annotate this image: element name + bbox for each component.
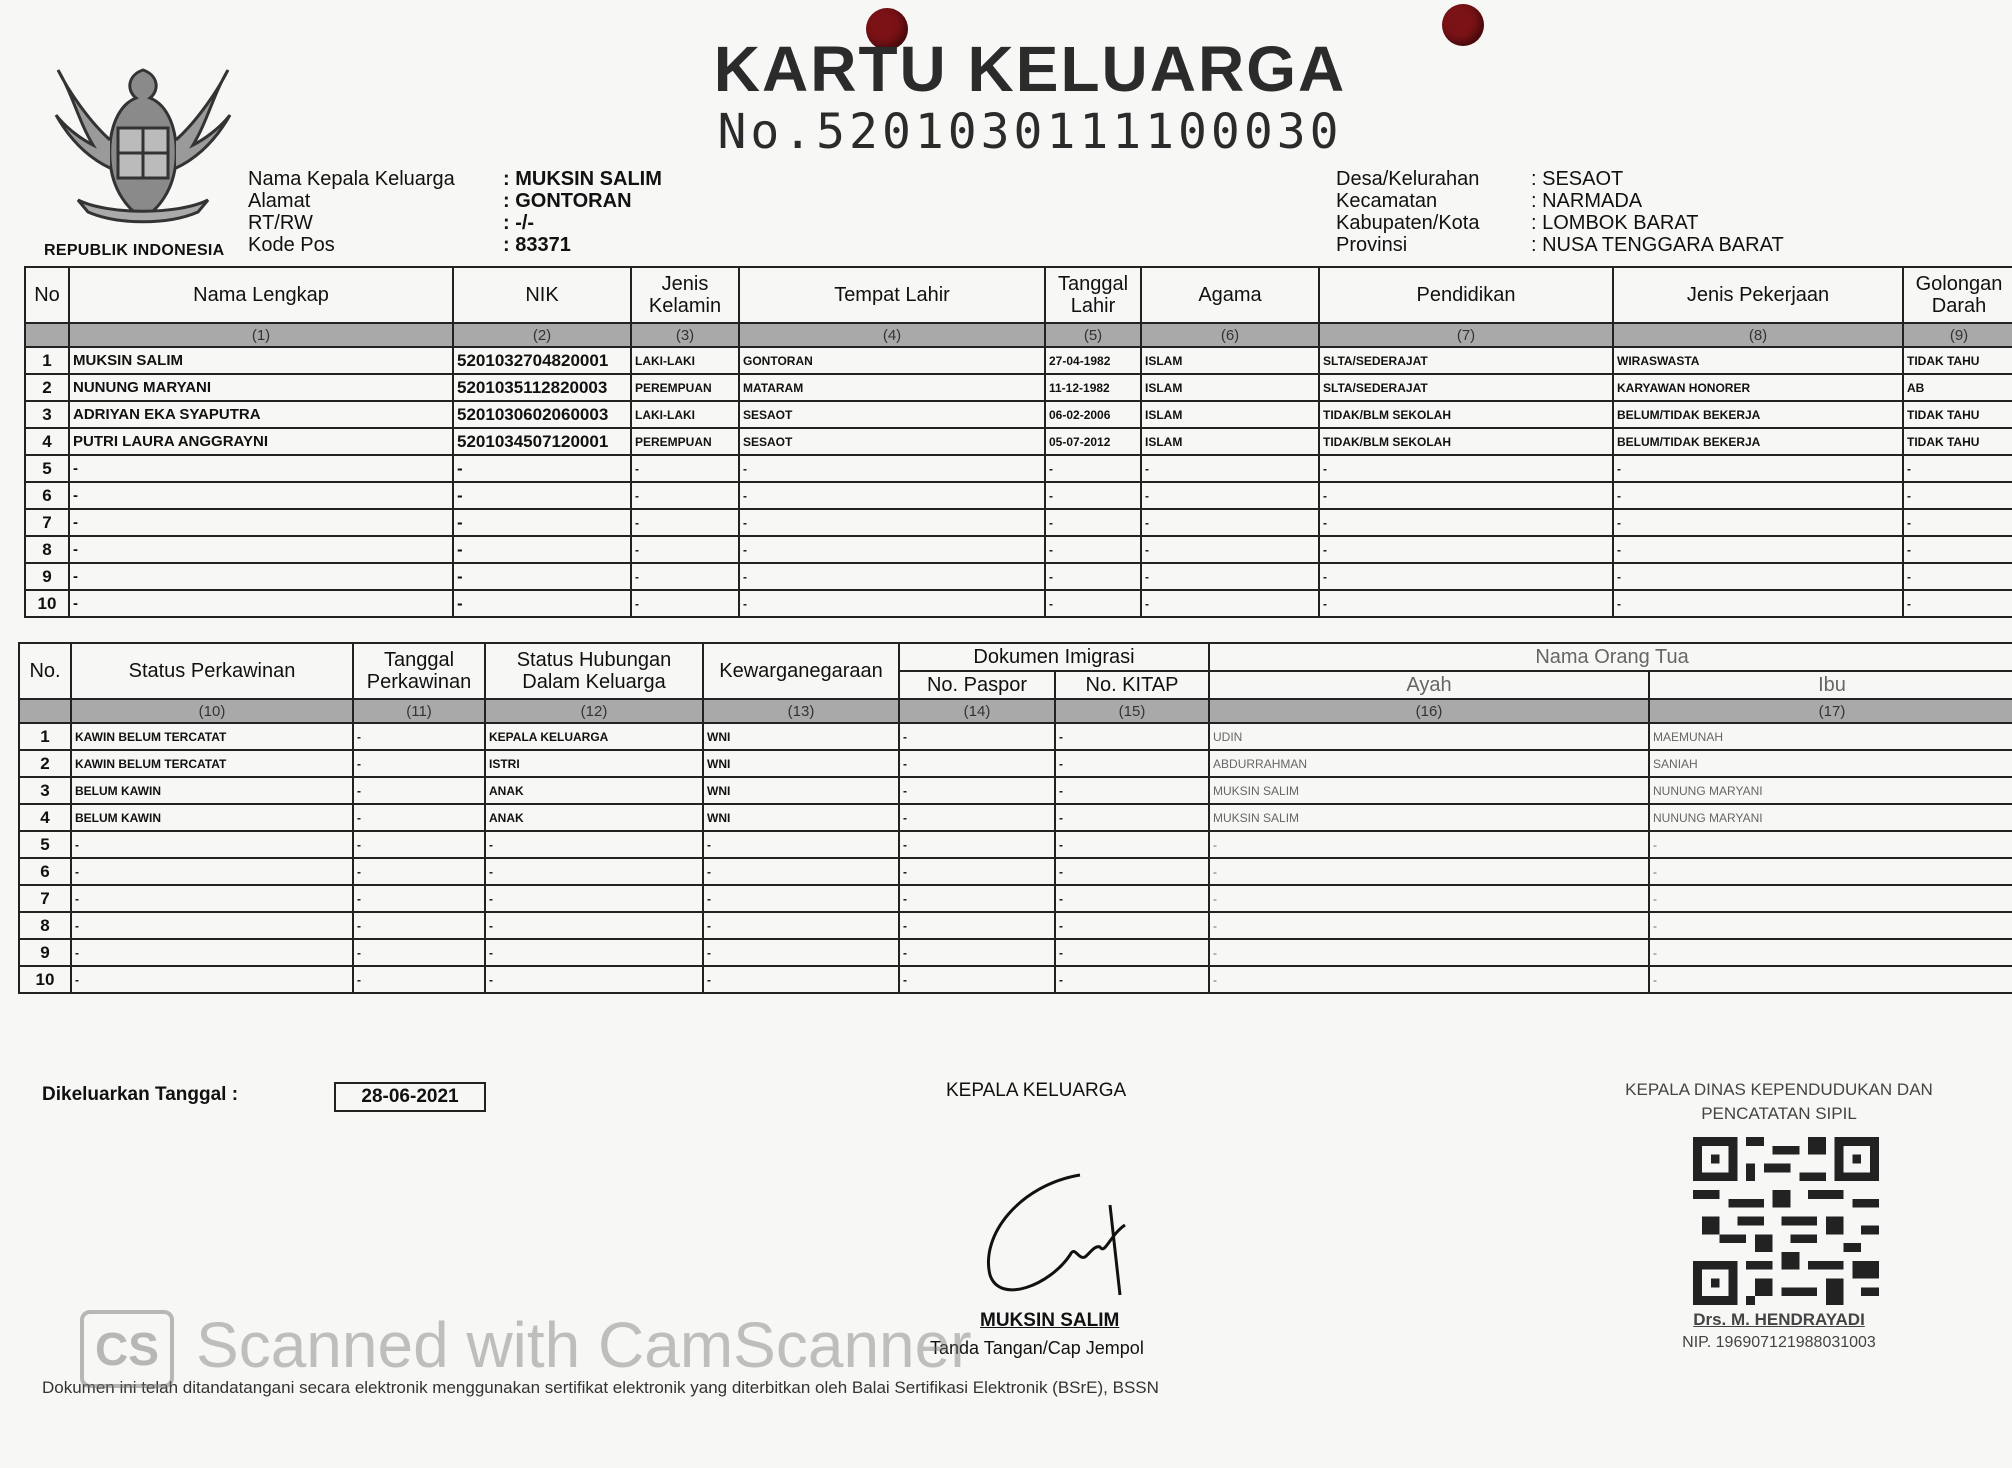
table-cell: - — [1903, 482, 2012, 509]
issued-date-value: 28-06-2021 — [334, 1082, 486, 1112]
colnum-cell: (17) — [1649, 699, 2012, 723]
table-cell: - — [71, 885, 353, 912]
table-cell: - — [739, 509, 1045, 536]
table-cell: - — [899, 723, 1055, 750]
table-cell: - — [703, 939, 899, 966]
table-cell: - — [353, 858, 485, 885]
table-cell: - — [71, 939, 353, 966]
header-cell: Kewarganegaraan — [703, 643, 899, 699]
table-row — [19, 966, 2012, 993]
kepala-keluarga-name: MUKSIN SALIM — [980, 1310, 1120, 1331]
table-cell: - — [453, 563, 631, 590]
table-cell: - — [1045, 455, 1141, 482]
table-cell: ISLAM — [1141, 347, 1319, 374]
field-value: : NUSA TENGGARA BARAT — [1531, 234, 1784, 256]
colnum-cell: (12) — [485, 699, 703, 723]
table-cell: ANAK — [485, 804, 703, 831]
table-cell: - — [1903, 509, 2012, 536]
table-cell: NUNUNG MARYANI — [1649, 777, 2012, 804]
header-cell: No. — [19, 643, 71, 699]
table-cell: - — [69, 509, 453, 536]
table-cell: - — [1649, 831, 2012, 858]
table-row — [25, 563, 2012, 590]
colnum-cell: (8) — [1613, 323, 1903, 347]
table-cell: - — [631, 590, 739, 617]
signature-caption: Tanda Tangan/Cap Jempol — [930, 1338, 1144, 1358]
table-row — [19, 723, 2012, 750]
table-row — [25, 374, 2012, 401]
field-label: Kecamatan — [1336, 190, 1438, 212]
table-cell: - — [69, 590, 453, 617]
table-cell: 9 — [19, 939, 71, 966]
table-cell: - — [353, 939, 485, 966]
issued-date-label: Dikeluarkan Tanggal : — [42, 1084, 239, 1105]
table-cell: TIDAK/BLM SEKOLAH — [1319, 401, 1613, 428]
table-header-row — [25, 267, 2012, 323]
colnum-cell: (3) — [631, 323, 739, 347]
table-cell: ISLAM — [1141, 428, 1319, 455]
table-cell: - — [69, 563, 453, 590]
table-cell: 7 — [19, 885, 71, 912]
table-cell: - — [899, 831, 1055, 858]
table-cell: - — [1613, 509, 1903, 536]
table-cell: - — [739, 482, 1045, 509]
colnum-cell: (16) — [1209, 699, 1649, 723]
table-cell: GONTORAN — [739, 347, 1045, 374]
table-cell: - — [1055, 912, 1209, 939]
table-cell: - — [485, 966, 703, 993]
table-cell: ADRIYAN EKA SYAPUTRA — [69, 401, 453, 428]
table-cell: 7 — [25, 509, 69, 536]
header-cell: Tempat Lahir — [739, 267, 1045, 323]
table-row — [25, 428, 2012, 455]
table-cell: ISLAM — [1141, 401, 1319, 428]
colnum-cell: (6) — [1141, 323, 1319, 347]
table-row — [19, 912, 2012, 939]
table-cell: 5201032704820001 — [453, 347, 631, 374]
field-value: : NARMADA — [1531, 190, 1643, 212]
table-cell: PEREMPUAN — [631, 428, 739, 455]
table-cell: - — [1613, 536, 1903, 563]
table-cell: - — [69, 536, 453, 563]
header-cell: Status Perkawinan — [71, 643, 353, 699]
table-cell: - — [1055, 777, 1209, 804]
table-cell: - — [631, 482, 739, 509]
table-cell: - — [485, 939, 703, 966]
table-cell: - — [899, 777, 1055, 804]
table-cell: - — [71, 912, 353, 939]
table-cell: WNI — [703, 804, 899, 831]
table-cell: - — [1055, 939, 1209, 966]
colnum-cell: (4) — [739, 323, 1045, 347]
table-cell: PUTRI LAURA ANGGRAYNI — [69, 428, 453, 455]
table-cell: - — [1055, 858, 1209, 885]
table-cell: - — [1613, 590, 1903, 617]
table-cell: LAKI-LAKI — [631, 401, 739, 428]
table-cell: - — [899, 885, 1055, 912]
table-row — [25, 347, 2012, 374]
document-title: KARTU KELUARGA — [713, 33, 1347, 105]
table-row — [19, 777, 2012, 804]
table-row — [19, 804, 2012, 831]
header-cell: Dokumen Imigrasi — [899, 643, 1209, 671]
document-number: No.5201030111100030 — [717, 104, 1343, 160]
table-cell: SLTA/SEDERAJAT — [1319, 374, 1613, 401]
table-row — [19, 939, 2012, 966]
table-cell: KAWIN BELUM TERCATAT — [71, 750, 353, 777]
table-cell: - — [1141, 482, 1319, 509]
table-cell: - — [69, 455, 453, 482]
table-cell: - — [1141, 590, 1319, 617]
header-cell: Status Hubungan Dalam Keluarga — [485, 643, 703, 699]
table-cell: - — [353, 777, 485, 804]
table-cell: - — [353, 750, 485, 777]
table-cell: - — [899, 912, 1055, 939]
table-cell: - — [1319, 509, 1613, 536]
table-cell: WNI — [703, 777, 899, 804]
table-cell: - — [1055, 885, 1209, 912]
table-cell: 6 — [19, 858, 71, 885]
header-cell: No. Paspor — [899, 671, 1055, 699]
table-cell: SLTA/SEDERAJAT — [1319, 347, 1613, 374]
table-cell: 6 — [25, 482, 69, 509]
table-cell: NUNUNG MARYANI — [69, 374, 453, 401]
table-cell: - — [353, 966, 485, 993]
table-cell: - — [739, 590, 1045, 617]
table-cell: PEREMPUAN — [631, 374, 739, 401]
table-cell: 5201034507120001 — [453, 428, 631, 455]
field-label: Provinsi — [1336, 234, 1408, 256]
table-cell: MATARAM — [739, 374, 1045, 401]
colnum-cell: (7) — [1319, 323, 1613, 347]
header-cell: No — [25, 267, 69, 323]
table-row — [25, 590, 2012, 617]
table-cell: BELUM/TIDAK BEKERJA — [1613, 401, 1903, 428]
table-cell: WNI — [703, 723, 899, 750]
dinas-label-line2: PENCATATAN SIPIL — [1701, 1104, 1857, 1123]
table-cell: BELUM KAWIN — [71, 777, 353, 804]
header-cell: Tanggal Perkawinan — [353, 643, 485, 699]
table-cell: - — [485, 885, 703, 912]
table-cell: - — [1613, 563, 1903, 590]
table-cell: - — [353, 723, 485, 750]
table-cell: 3 — [25, 401, 69, 428]
table-cell: - — [353, 804, 485, 831]
table-cell: 8 — [25, 536, 69, 563]
table-cell: 5201030602060003 — [453, 401, 631, 428]
table-row — [25, 482, 2012, 509]
electronic-signature-disclaimer: Dokumen ini telah ditandatangani secara elektronik menggunakan sertifikat elektronik yang diterbitkan oleh Balai Sertifikasi Elektronik (BSrE), BSSN — [42, 1378, 1159, 1397]
table-cell: TIDAK TAHU — [1903, 401, 2012, 428]
table-cell: - — [1319, 482, 1613, 509]
table-cell: - — [1045, 536, 1141, 563]
table-cell: AB — [1903, 374, 2012, 401]
field-value: : GONTORAN — [503, 190, 632, 212]
table-cell: - — [71, 831, 353, 858]
table-cell: 5201035112820003 — [453, 374, 631, 401]
table-cell: - — [899, 966, 1055, 993]
table-cell: 06-02-2006 — [1045, 401, 1141, 428]
table-cell: MUKSIN SALIM — [69, 347, 453, 374]
table-cell: - — [453, 509, 631, 536]
colnum-cell — [19, 699, 71, 723]
field-value: : MUKSIN SALIM — [503, 168, 662, 190]
table-cell: SANIAH — [1649, 750, 2012, 777]
table-cell: - — [1903, 536, 2012, 563]
binder-hole — [1442, 4, 1484, 46]
colnum-cell: (15) — [1055, 699, 1209, 723]
table-cell: - — [1209, 885, 1649, 912]
header-cell: Nama Orang Tua — [1209, 643, 2012, 671]
table-cell: - — [353, 885, 485, 912]
table-cell: - — [899, 804, 1055, 831]
table-cell: - — [1045, 590, 1141, 617]
header-cell: Tanggal Lahir — [1045, 267, 1141, 323]
table-cell: - — [1209, 966, 1649, 993]
table-cell: - — [1141, 563, 1319, 590]
table-cell: - — [1903, 563, 2012, 590]
table-cell: - — [1903, 455, 2012, 482]
table-cell: - — [1649, 939, 2012, 966]
table-cell: SESAOT — [739, 401, 1045, 428]
table-cell: SESAOT — [739, 428, 1045, 455]
table-cell: - — [1209, 858, 1649, 885]
table-cell: - — [703, 966, 899, 993]
table-cell: - — [1209, 831, 1649, 858]
table-row — [19, 831, 2012, 858]
header-cell: Golongan Darah — [1903, 267, 2012, 323]
table-cell: 10 — [25, 590, 69, 617]
camscanner-logo-icon: CS — [80, 1310, 174, 1388]
table-cell: - — [739, 563, 1045, 590]
header-cell: No. KITAP — [1055, 671, 1209, 699]
field-label: Kode Pos — [248, 234, 335, 256]
header-cell: Jenis Pekerjaan — [1613, 267, 1903, 323]
table-cell: - — [71, 858, 353, 885]
table-cell: - — [1055, 831, 1209, 858]
table-cell: - — [1055, 966, 1209, 993]
table-row — [19, 858, 2012, 885]
colnum-cell: (5) — [1045, 323, 1141, 347]
table-cell: 4 — [19, 804, 71, 831]
field-label: Kabupaten/Kota — [1336, 212, 1480, 234]
field-label: Nama Kepala Keluarga — [248, 168, 455, 190]
table-cell: BELUM KAWIN — [71, 804, 353, 831]
header-cell: Ibu — [1649, 671, 2012, 699]
column-number-row — [25, 323, 2012, 347]
table-cell: KEPALA KELUARGA — [485, 723, 703, 750]
field-label: Alamat — [248, 190, 311, 212]
table-cell: 1 — [25, 347, 69, 374]
table-row — [19, 885, 2012, 912]
header-cell: Nama Lengkap — [69, 267, 453, 323]
table-cell: - — [1319, 590, 1613, 617]
table-cell: - — [1209, 939, 1649, 966]
field-value: : -/- — [503, 212, 535, 234]
table-cell: - — [1319, 536, 1613, 563]
table-cell: - — [899, 750, 1055, 777]
table-cell: - — [485, 831, 703, 858]
table-cell: - — [1141, 509, 1319, 536]
kepala-keluarga-label: KEPALA KELUARGA — [946, 1080, 1127, 1101]
table-cell: KARYAWAN HONORER — [1613, 374, 1903, 401]
table-cell: - — [453, 536, 631, 563]
table-cell: NUNUNG MARYANI — [1649, 804, 2012, 831]
table-row — [25, 455, 2012, 482]
field-label: Desa/Kelurahan — [1336, 168, 1480, 190]
table-cell: - — [1903, 590, 2012, 617]
table-cell: 3 — [19, 777, 71, 804]
header-cell: NIK — [453, 267, 631, 323]
table-cell: MUKSIN SALIM — [1209, 804, 1649, 831]
table-cell: - — [1045, 509, 1141, 536]
table-cell: - — [353, 912, 485, 939]
table-cell: KAWIN BELUM TERCATAT — [71, 723, 353, 750]
field-value: : LOMBOK BARAT — [1531, 212, 1699, 234]
table-cell: - — [1649, 885, 2012, 912]
table-row — [25, 509, 2012, 536]
table-cell: MAEMUNAH — [1649, 723, 2012, 750]
header-cell: Ayah — [1209, 671, 1649, 699]
table-cell: 05-07-2012 — [1045, 428, 1141, 455]
colnum-cell: (11) — [353, 699, 485, 723]
table-cell: - — [631, 455, 739, 482]
table-cell: 2 — [25, 374, 69, 401]
field-value: : SESAOT — [1531, 168, 1624, 190]
table-cell: - — [631, 536, 739, 563]
table-cell: 11-12-1982 — [1045, 374, 1141, 401]
table-cell: 1 — [19, 723, 71, 750]
field-label: RT/RW — [248, 212, 313, 234]
table-cell: - — [1649, 912, 2012, 939]
table-cell: LAKI-LAKI — [631, 347, 739, 374]
qr-code-icon — [1692, 1137, 1880, 1305]
table-cell: - — [1055, 750, 1209, 777]
table-cell: - — [485, 912, 703, 939]
table-header-row — [19, 643, 2012, 671]
table-cell: - — [899, 858, 1055, 885]
table-cell: - — [703, 912, 899, 939]
table-cell: 5 — [19, 831, 71, 858]
table-cell: 10 — [19, 966, 71, 993]
table-cell: ISLAM — [1141, 374, 1319, 401]
header-cell: Jenis Kelamin — [631, 267, 739, 323]
garuda-emblem-icon — [48, 50, 238, 235]
table-cell: - — [1319, 563, 1613, 590]
table-cell: 8 — [19, 912, 71, 939]
official-nip: NIP. 196907121988031003 — [1682, 1334, 1876, 1351]
table-cell: - — [739, 455, 1045, 482]
table-cell: - — [71, 966, 353, 993]
table-cell: - — [353, 831, 485, 858]
table-cell: MUKSIN SALIM — [1209, 777, 1649, 804]
table-cell: TIDAK/BLM SEKOLAH — [1319, 428, 1613, 455]
table-cell: ISTRI — [485, 750, 703, 777]
colnum-cell: (10) — [71, 699, 353, 723]
table-cell: - — [1649, 858, 2012, 885]
table-cell: - — [1141, 536, 1319, 563]
table-cell: 2 — [19, 750, 71, 777]
table-cell: - — [739, 536, 1045, 563]
table-cell: - — [1613, 482, 1903, 509]
colnum-cell: (1) — [69, 323, 453, 347]
signature-icon — [960, 1165, 1170, 1315]
table-cell: - — [1319, 455, 1613, 482]
table-cell: - — [899, 939, 1055, 966]
header-left-fields — [248, 168, 662, 256]
header-cell: Agama — [1141, 267, 1319, 323]
table-cell: - — [631, 563, 739, 590]
table-cell: ABDURRAHMAN — [1209, 750, 1649, 777]
table-cell: - — [1649, 966, 2012, 993]
header-right-fields — [1336, 168, 1784, 256]
table-row — [19, 750, 2012, 777]
colnum-cell: (9) — [1903, 323, 2012, 347]
camscanner-watermark: Scanned with CamScanner — [196, 1309, 972, 1381]
table-cell: WNI — [703, 750, 899, 777]
table-cell: - — [1209, 912, 1649, 939]
official-name: Drs. M. HENDRAYADI — [1693, 1310, 1865, 1329]
table-cell: - — [1045, 563, 1141, 590]
table-cell: - — [1055, 804, 1209, 831]
colnum-cell: (2) — [453, 323, 631, 347]
table-cell: - — [453, 590, 631, 617]
table-cell: - — [1141, 455, 1319, 482]
colnum-cell: (13) — [703, 699, 899, 723]
field-value: : 83371 — [503, 234, 571, 256]
table-cell: - — [1055, 723, 1209, 750]
table-cell: TIDAK TAHU — [1903, 347, 2012, 374]
table-cell: - — [69, 482, 453, 509]
table-cell: - — [485, 858, 703, 885]
table-row — [25, 536, 2012, 563]
table-row — [25, 401, 2012, 428]
table-cell: BELUM/TIDAK BEKERJA — [1613, 428, 1903, 455]
colnum-cell — [25, 323, 69, 347]
table-cell: WIRASWASTA — [1613, 347, 1903, 374]
table-cell: UDIN — [1209, 723, 1649, 750]
table-cell: ANAK — [485, 777, 703, 804]
header-cell: Pendidikan — [1319, 267, 1613, 323]
table-cell: 27-04-1982 — [1045, 347, 1141, 374]
family-status-table — [18, 642, 2012, 994]
column-number-row — [19, 699, 2012, 723]
table-cell: - — [453, 482, 631, 509]
dinas-label-line1: KEPALA DINAS KEPENDUDUKAN DAN — [1625, 1080, 1933, 1099]
table-cell: - — [453, 455, 631, 482]
table-cell: 5 — [25, 455, 69, 482]
table-cell: TIDAK TAHU — [1903, 428, 2012, 455]
table-cell: - — [703, 885, 899, 912]
table-cell: 9 — [25, 563, 69, 590]
table-cell: - — [631, 509, 739, 536]
table-cell: 4 — [25, 428, 69, 455]
colnum-cell: (14) — [899, 699, 1055, 723]
family-members-table — [24, 266, 2012, 618]
table-cell: - — [1045, 482, 1141, 509]
republik-label: REPUBLIK INDONESIA — [44, 242, 225, 259]
table-cell: - — [703, 858, 899, 885]
table-cell: - — [703, 831, 899, 858]
table-cell: - — [1613, 455, 1903, 482]
